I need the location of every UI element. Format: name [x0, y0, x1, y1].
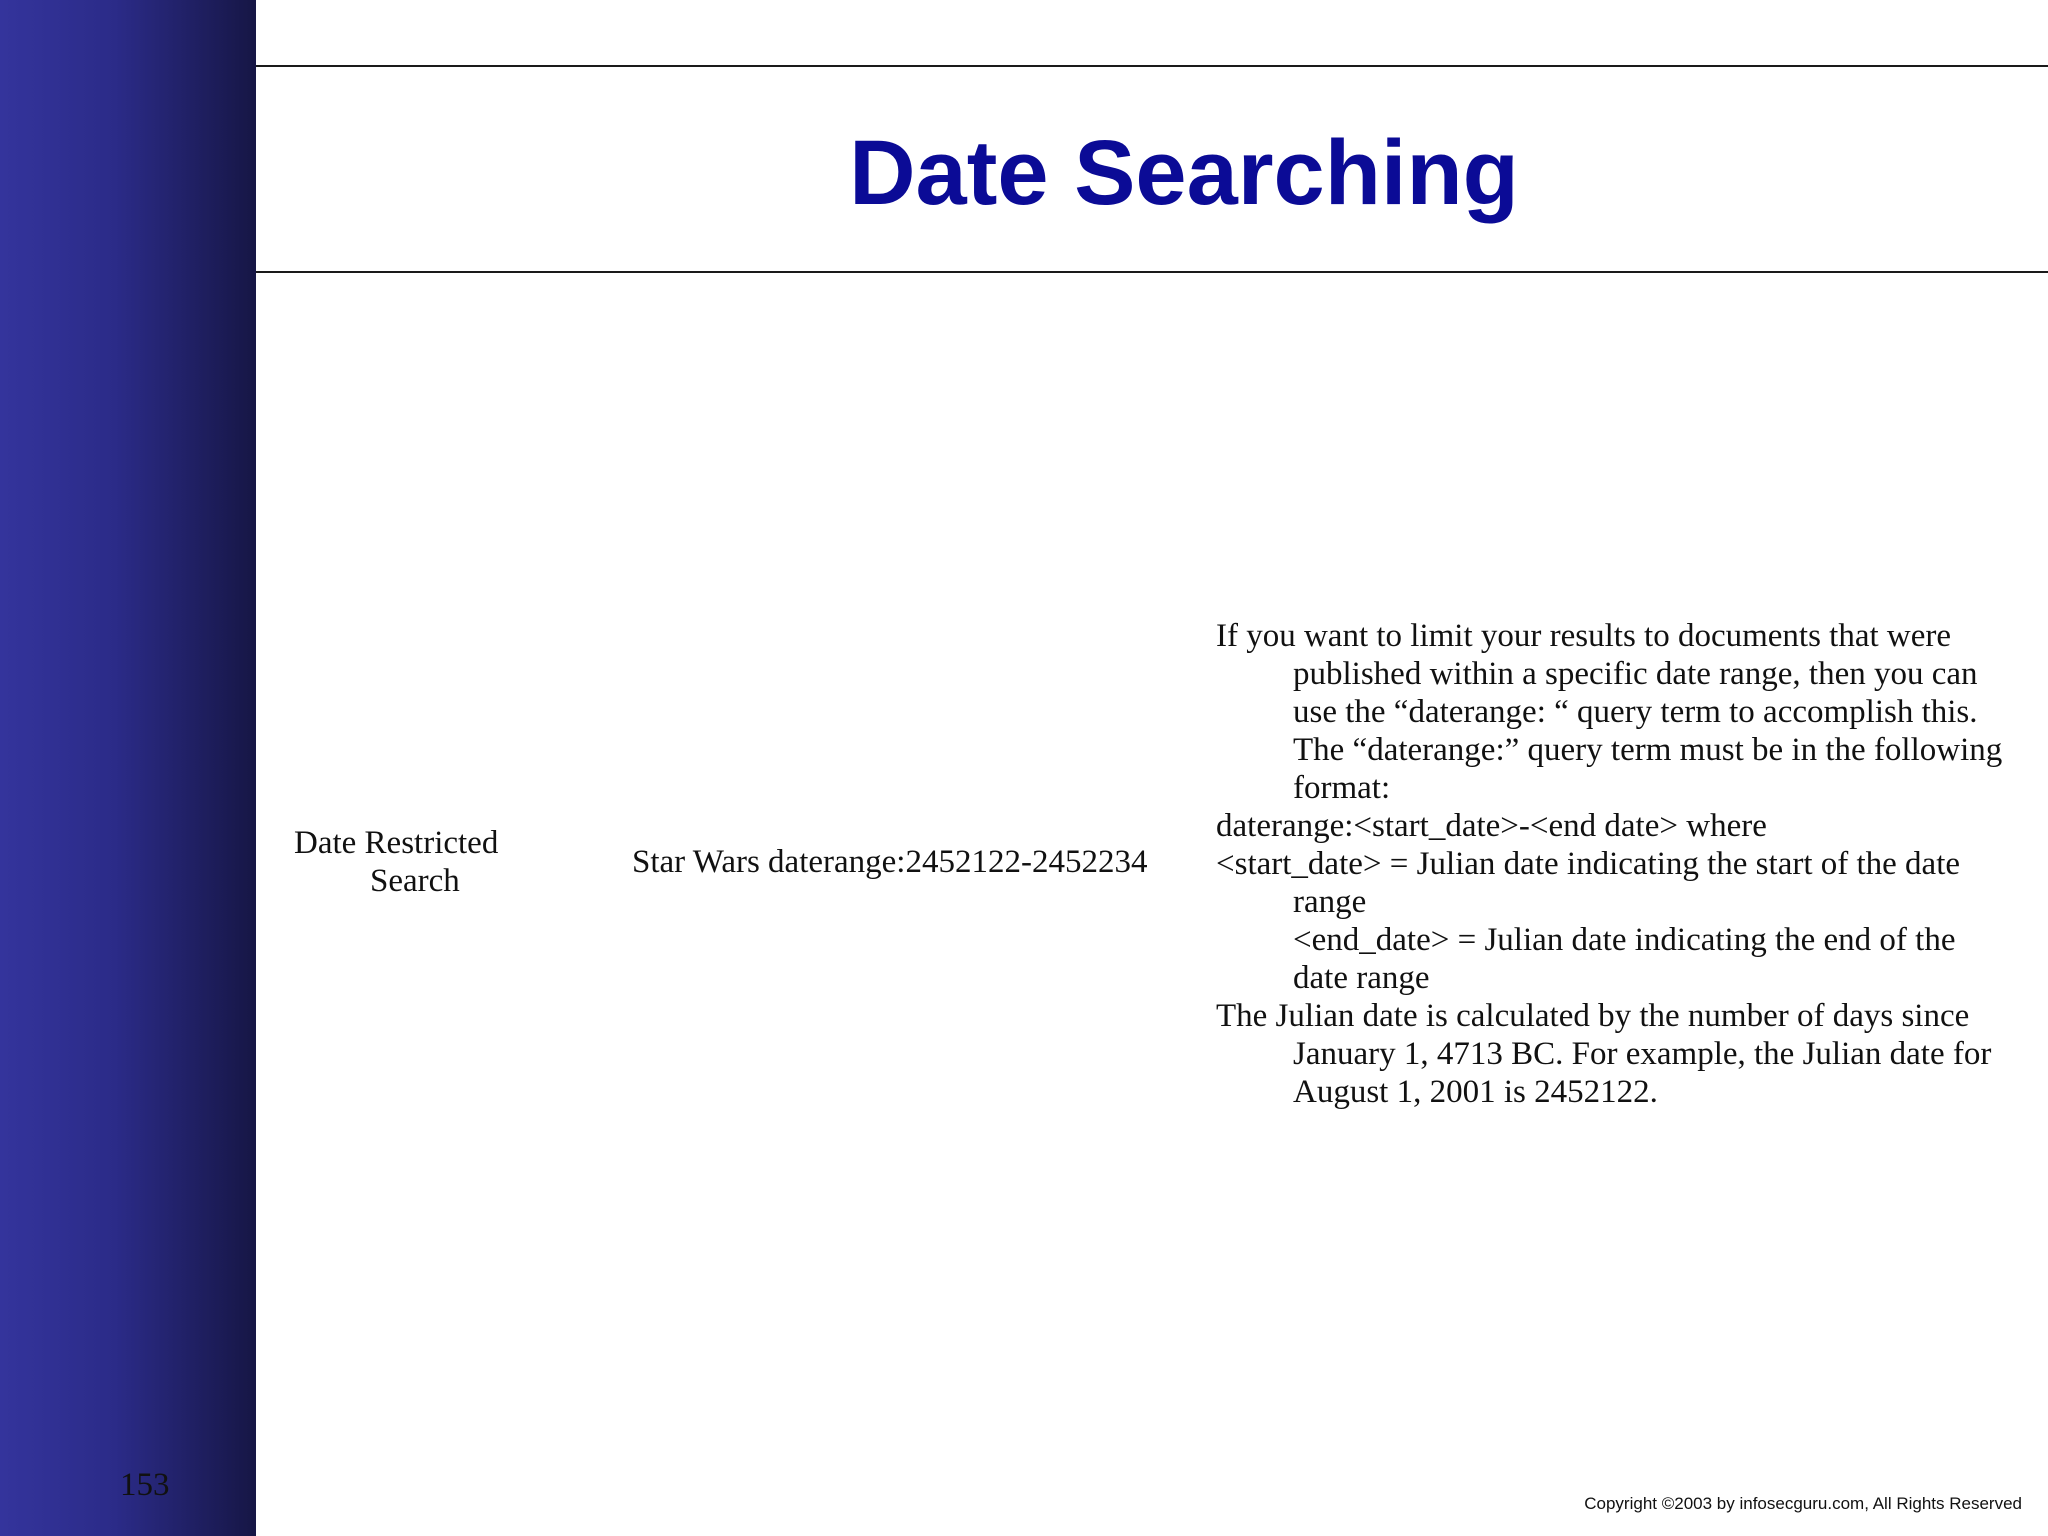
description-paragraph-end-date: <end_date> = Julian date indicating the end of the date range [1293, 922, 1956, 996]
search-term-line-1: Date Restricted [294, 825, 499, 861]
search-term-line-2: Search [370, 863, 460, 899]
search-term-label [294, 824, 554, 900]
copyright-notice: Copyright ©2003 by infosecguru.com, All Rights Reserved [1584, 1494, 2022, 1513]
sidebar-gradient-bar [0, 0, 256, 1536]
page-number: 153 [120, 1467, 170, 1503]
title-top-rule [256, 65, 2048, 67]
description-paragraph-intro: If you want to limit your results to documents that were published within a specific date range, then you can use the “daterange: “ query term to accomplish this. The “daterange:” query term must be in the following format: [1216, 618, 2003, 806]
search-example: Star Wars daterange:2452122-2452234 [632, 844, 1148, 880]
description-paragraph-start-date: <start_date> = Julian date indicating the start of the date range [1216, 846, 1961, 920]
description-paragraph-julian: The Julian date is calculated by the number of days since January 1, 4713 BC. For example, the Julian date for August 1, 2001 is 2452122. [1216, 998, 1992, 1110]
description-paragraph-format: daterange:<start_date>-<end date> where [1216, 808, 1767, 844]
page-title: Date Searching [849, 122, 1519, 224]
search-description [1216, 617, 2006, 1111]
title-bottom-rule [256, 271, 2048, 273]
